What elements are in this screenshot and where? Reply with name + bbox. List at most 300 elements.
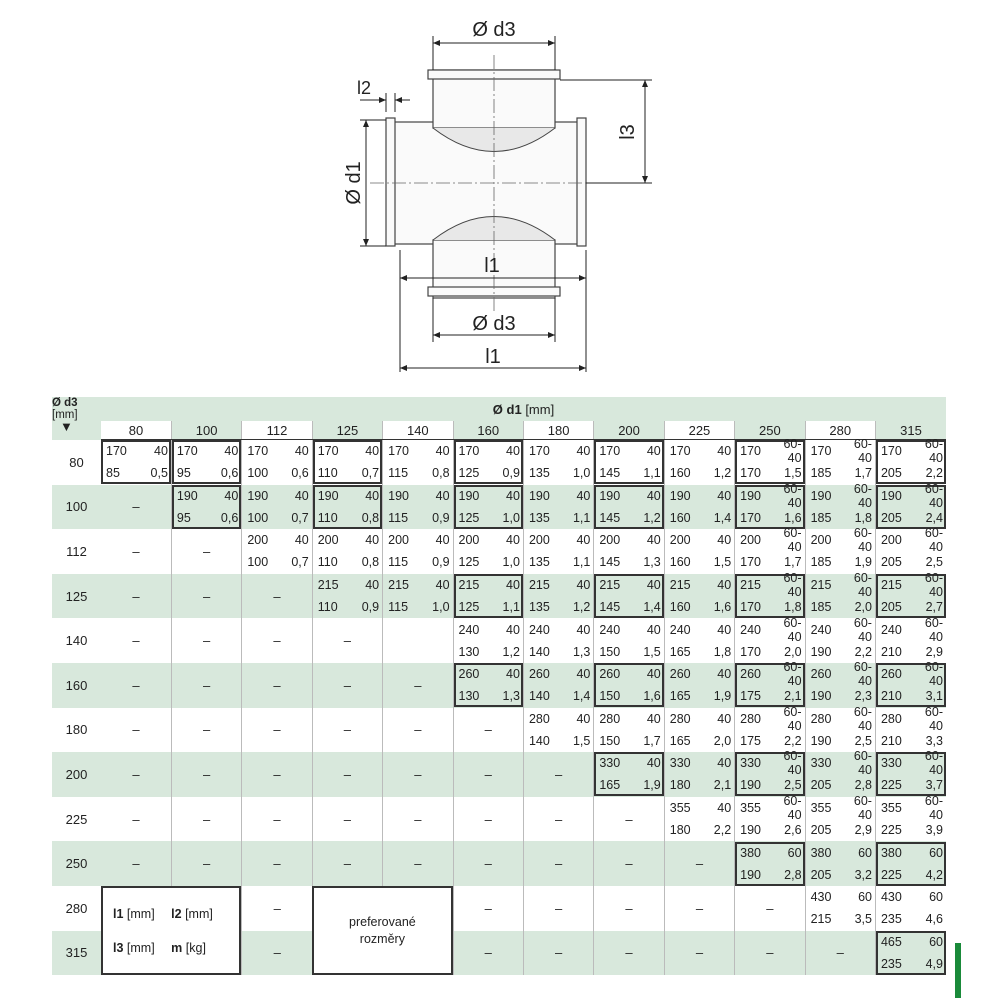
cell-values xyxy=(665,440,734,484)
mass-value: 1,5 xyxy=(784,466,802,481)
cell-values xyxy=(806,481,875,529)
l3-value: 115 xyxy=(388,600,409,615)
l3-value: 180 xyxy=(669,823,691,838)
l2-value: 40 xyxy=(506,578,520,593)
mass-value: 0,7 xyxy=(291,555,309,570)
l2-value: 60-40 xyxy=(853,660,872,689)
l1-value: 200 xyxy=(317,533,339,548)
l3-value: 160 xyxy=(669,600,691,615)
l3-value: 115 xyxy=(388,510,409,525)
cell-values xyxy=(594,663,663,707)
table-cell xyxy=(453,529,523,574)
l1-value: 280 xyxy=(740,711,762,726)
cell-values xyxy=(454,529,523,573)
empty-cell: – xyxy=(594,886,664,931)
mass-value: 1,3 xyxy=(502,689,520,704)
arrow-down-icon: ▼ xyxy=(60,419,73,434)
table-cell xyxy=(875,660,946,708)
table-cell xyxy=(594,708,664,753)
l3-value: 110 xyxy=(317,555,338,570)
l3-value: 205 xyxy=(880,466,902,481)
l1-value: 170 xyxy=(669,444,691,459)
l3-value: 185 xyxy=(810,555,832,570)
l2-value: 40 xyxy=(224,488,239,503)
row-header-d3: 315 xyxy=(52,931,101,976)
table-cell xyxy=(875,841,946,886)
empty-cell: – xyxy=(453,931,523,976)
table-header-d1 xyxy=(52,397,946,421)
l2-value: 40 xyxy=(154,444,168,459)
mass-value: 2,0 xyxy=(784,644,802,659)
table-cell xyxy=(664,440,734,485)
cell-values xyxy=(594,619,663,663)
l1-value: 200 xyxy=(458,533,480,548)
l1-value: 190 xyxy=(176,488,198,503)
l2-value: 40 xyxy=(506,444,520,459)
table-cell xyxy=(664,752,734,797)
l2-value: 60 xyxy=(929,934,943,949)
l3-value: 190 xyxy=(740,778,762,793)
mass-value: 4,9 xyxy=(925,956,943,971)
mass-value: 3,1 xyxy=(925,689,943,704)
l3-value: 205 xyxy=(880,555,902,570)
mass-value: 2,5 xyxy=(784,778,802,793)
l2-value: 40 xyxy=(717,533,732,548)
mass-value: 0,9 xyxy=(432,510,450,525)
mass-value: 1,4 xyxy=(713,510,732,525)
empty-cell: – xyxy=(453,797,523,842)
l1-value: 330 xyxy=(810,756,832,771)
l1-value: 190 xyxy=(880,488,902,503)
empty-cell: – xyxy=(312,752,382,797)
mass-value: 1,6 xyxy=(713,600,732,615)
cell-values xyxy=(101,440,171,484)
mass-value: 2,2 xyxy=(854,644,872,659)
l3-value: 115 xyxy=(388,555,409,570)
table-cell xyxy=(453,485,523,530)
l2-value: 60-40 xyxy=(783,437,802,466)
table-cell xyxy=(594,529,664,574)
table-cell xyxy=(664,618,734,663)
l2-value: 40 xyxy=(435,578,450,593)
mass-value: 0,9 xyxy=(432,555,450,570)
l1-value: 215 xyxy=(458,578,480,593)
l3-value: 125 xyxy=(458,510,480,525)
l2-value: 60-40 xyxy=(924,704,943,733)
d1-header-label: Ø d1 xyxy=(492,401,522,417)
l1-value: 200 xyxy=(247,533,269,548)
cell-values xyxy=(594,529,663,573)
l3-value: 145 xyxy=(599,600,621,615)
mass-value: 1,5 xyxy=(572,733,591,748)
mass-value: 0,6 xyxy=(220,466,239,481)
cell-values xyxy=(313,529,382,573)
cell-values xyxy=(665,708,734,752)
mass-value: 3,9 xyxy=(925,823,943,838)
empty-cell: – xyxy=(664,886,734,931)
l3-value: 145 xyxy=(599,510,621,525)
l3-value: 145 xyxy=(599,466,621,481)
l1-value: 355 xyxy=(810,801,832,816)
l3-value: 185 xyxy=(810,466,832,481)
l1-value: 280 xyxy=(599,711,621,726)
table-cell xyxy=(875,481,946,530)
l2-value: 60-40 xyxy=(853,571,872,600)
table-cell xyxy=(594,618,664,663)
l2-value: 40 xyxy=(717,667,732,682)
empty-cell: – xyxy=(171,574,241,619)
l1-value: 170 xyxy=(599,444,621,459)
table-cell xyxy=(735,481,805,530)
l3-value: 170 xyxy=(740,555,762,570)
l2-value: 60-40 xyxy=(853,526,872,555)
cell-values xyxy=(454,663,523,707)
l3-value: 170 xyxy=(740,466,762,481)
empty-cell: – xyxy=(171,663,241,708)
l1-value: 170 xyxy=(317,444,339,459)
table-cell xyxy=(312,574,382,619)
l1-value: 215 xyxy=(669,578,691,593)
cell-values xyxy=(524,619,593,663)
l1-value: 190 xyxy=(388,488,409,503)
l2-value: 60-40 xyxy=(924,749,943,778)
l3-value: 165 xyxy=(599,778,621,793)
empty-cell: – xyxy=(312,663,382,708)
legend-item xyxy=(113,941,171,955)
label-l1-inner: l1 xyxy=(484,255,500,277)
mass-value: 1,4 xyxy=(572,689,591,704)
legend-key: m xyxy=(171,940,183,955)
l1-value: 200 xyxy=(388,533,409,548)
cell-values xyxy=(454,440,523,484)
legend-box xyxy=(101,886,242,975)
empty-cell: – xyxy=(171,841,241,886)
row-header-d3: 80 xyxy=(52,440,101,485)
l1-value: 170 xyxy=(176,444,198,459)
l3-value: 190 xyxy=(810,644,832,659)
l3-value: 140 xyxy=(528,689,550,704)
l2-value: 40 xyxy=(717,622,732,637)
cell-values xyxy=(876,886,946,930)
l2-value: 60-40 xyxy=(783,481,802,510)
l3-value: 150 xyxy=(599,733,621,748)
d3-header-unit: [mm] xyxy=(52,409,78,421)
mass-value: 1,6 xyxy=(643,689,661,704)
l1-value: 170 xyxy=(247,444,269,459)
l1-value: 190 xyxy=(740,488,762,503)
empty-cell: – xyxy=(242,663,312,708)
l2-value: 60-40 xyxy=(853,704,872,733)
mass-value: 1,0 xyxy=(572,466,591,481)
table-cell xyxy=(383,574,453,619)
mass-value: 2,2 xyxy=(713,823,732,838)
column-header: 140 xyxy=(383,421,453,440)
l2-value: 60-40 xyxy=(783,660,802,689)
l2-value: 40 xyxy=(646,622,661,637)
table-cell xyxy=(383,440,453,485)
mass-value: 2,9 xyxy=(854,823,872,838)
l1-value: 240 xyxy=(740,622,762,637)
table-cell xyxy=(453,574,523,619)
cell-values xyxy=(524,663,593,707)
empty-cell: – xyxy=(383,708,453,753)
cell-values xyxy=(806,615,875,663)
cell-values xyxy=(665,619,734,663)
l2-value: 60 xyxy=(858,890,872,905)
l1-value: 215 xyxy=(599,578,621,593)
legend-key: l3 xyxy=(113,940,124,955)
empty-cell: – xyxy=(101,485,171,530)
l2-value: 60-40 xyxy=(783,749,802,778)
l3-value: 235 xyxy=(880,912,902,927)
cell-values xyxy=(594,440,663,484)
label-l1-outer: l1 xyxy=(485,346,501,368)
table-row xyxy=(52,440,946,485)
legend-unit: [mm] xyxy=(126,906,155,921)
table-cell xyxy=(171,485,241,530)
l3-value: 150 xyxy=(599,689,621,704)
cell-values xyxy=(172,440,241,484)
l3-value: 95 xyxy=(176,510,191,525)
table-row xyxy=(52,841,946,886)
l1-value: 380 xyxy=(740,845,762,860)
cell-values xyxy=(876,931,946,975)
l1-value: 260 xyxy=(669,667,691,682)
table-cell xyxy=(664,708,734,753)
l2-value: 40 xyxy=(506,667,520,682)
empty-cell: – xyxy=(805,931,875,976)
l2-value: 60 xyxy=(787,845,802,860)
table-cell xyxy=(312,529,382,574)
table-cell xyxy=(453,663,523,708)
empty-cell: – xyxy=(242,841,312,886)
cell-values xyxy=(454,574,523,618)
l3-value: 135 xyxy=(528,510,550,525)
cell-values xyxy=(876,615,946,663)
mass-value: 1,0 xyxy=(502,510,520,525)
mass-value: 1,1 xyxy=(572,510,591,525)
l1-value: 215 xyxy=(740,578,762,593)
l1-value: 170 xyxy=(880,444,902,459)
table-cell xyxy=(875,437,946,485)
l1-value: 215 xyxy=(317,578,339,593)
mass-value: 1,1 xyxy=(572,555,591,570)
table-cell xyxy=(805,526,875,574)
row-header-d3: 200 xyxy=(52,752,101,797)
cell-values xyxy=(665,797,734,841)
mass-value: 1,7 xyxy=(854,466,872,481)
table-cell xyxy=(805,886,875,931)
l3-value: 140 xyxy=(528,733,550,748)
legend-item xyxy=(171,941,229,955)
mass-value: 3,2 xyxy=(854,867,872,882)
mass-value: 3,3 xyxy=(925,733,943,748)
l2-value: 40 xyxy=(717,756,732,771)
cell-values xyxy=(806,749,875,796)
l2-value: 60-40 xyxy=(853,481,872,510)
l2-value: 60-40 xyxy=(924,794,943,823)
l1-value: 240 xyxy=(669,622,691,637)
l2-value: 40 xyxy=(576,488,591,503)
table-cell xyxy=(735,615,805,663)
empty-cell: – xyxy=(242,797,312,842)
label-l3: l3 xyxy=(617,124,639,140)
row-header-d3: 160 xyxy=(52,663,101,708)
empty-cell: – xyxy=(523,797,593,842)
l2-value: 40 xyxy=(717,801,732,816)
cell-values xyxy=(735,571,804,618)
table-cell xyxy=(242,440,312,485)
l3-value: 165 xyxy=(669,689,691,704)
mass-value: 4,2 xyxy=(925,867,943,882)
cell-values xyxy=(876,842,946,886)
cell-values xyxy=(735,615,804,663)
mass-value: 2,7 xyxy=(925,600,943,615)
l2-value: 60-40 xyxy=(783,571,802,600)
l1-value: 200 xyxy=(528,533,550,548)
cell-values xyxy=(242,529,311,573)
table-cell xyxy=(805,437,875,485)
l1-value: 170 xyxy=(810,444,832,459)
l2-value: 60-40 xyxy=(783,526,802,555)
l1-value: 170 xyxy=(740,444,762,459)
table-cell xyxy=(523,440,593,485)
table-cell xyxy=(875,794,946,842)
cell-values xyxy=(806,526,875,573)
cell-values xyxy=(735,794,804,841)
mass-value: 0,9 xyxy=(502,466,520,481)
column-header: 125 xyxy=(312,421,382,440)
table-cell xyxy=(664,574,734,619)
table-cell xyxy=(664,797,734,842)
l2-value: 40 xyxy=(576,444,591,459)
empty-cell: – xyxy=(242,574,312,619)
l3-value: 95 xyxy=(176,466,191,481)
mass-value: 1,9 xyxy=(643,778,661,793)
cell-values xyxy=(665,574,734,618)
l2-value: 40 xyxy=(646,533,661,548)
mass-value: 3,7 xyxy=(925,778,943,793)
l3-value: 165 xyxy=(669,733,691,748)
empty-cell: – xyxy=(383,841,453,886)
legend-key: l2 xyxy=(171,906,182,921)
l1-value: 260 xyxy=(528,667,550,682)
cell-values xyxy=(383,529,452,573)
cell-values xyxy=(665,529,734,573)
l2-value: 40 xyxy=(646,667,661,682)
empty-cell: – xyxy=(312,797,382,842)
empty-cell: – xyxy=(171,708,241,753)
l1-value: 215 xyxy=(810,578,832,593)
cell-values xyxy=(806,794,875,841)
l3-value: 85 xyxy=(106,466,120,481)
l1-value: 280 xyxy=(810,711,832,726)
l1-value: 190 xyxy=(810,488,832,503)
mass-value: 1,2 xyxy=(502,644,520,659)
l2-value: 60-40 xyxy=(853,615,872,644)
l3-value: 210 xyxy=(880,689,902,704)
empty-cell: – xyxy=(453,841,523,886)
empty-cell: – xyxy=(664,841,734,886)
row-header-d3: 280 xyxy=(52,886,101,931)
l2-value: 60-40 xyxy=(783,615,802,644)
row-header-d3: 250 xyxy=(52,841,101,886)
table-cell xyxy=(735,749,805,797)
row-header-d3: 112 xyxy=(52,529,101,574)
cell-values xyxy=(735,749,804,796)
l1-value: 170 xyxy=(106,444,127,459)
mass-value: 0,9 xyxy=(361,600,380,615)
table-cell xyxy=(735,794,805,842)
table-row xyxy=(52,663,946,708)
cell-values xyxy=(172,485,241,529)
mass-value: 1,2 xyxy=(713,466,732,481)
cell-values xyxy=(313,574,382,618)
mass-value: 2,1 xyxy=(713,778,732,793)
cell-values xyxy=(665,663,734,707)
mass-value: 1,8 xyxy=(854,510,872,525)
mass-value: 1,2 xyxy=(643,510,661,525)
mass-value: 1,2 xyxy=(572,600,591,615)
l3-value: 145 xyxy=(599,555,621,570)
l3-value: 150 xyxy=(599,644,621,659)
cell-values xyxy=(876,437,946,484)
l2-value: 40 xyxy=(646,488,661,503)
table-cell xyxy=(523,485,593,530)
l2-value: 60 xyxy=(858,845,872,860)
empty-cell: – xyxy=(101,529,171,574)
l1-value: 170 xyxy=(388,444,409,459)
table-cell xyxy=(523,618,593,663)
l3-value: 100 xyxy=(247,510,269,525)
row-header-d3: 180 xyxy=(52,708,101,753)
l1-value: 240 xyxy=(880,622,902,637)
legend-grid xyxy=(101,907,241,955)
table-cell xyxy=(664,663,734,708)
l2-value: 40 xyxy=(576,533,591,548)
row-header-d3: 100 xyxy=(52,485,101,530)
table-cell xyxy=(875,704,946,753)
l2-value: 40 xyxy=(576,667,591,682)
cell-values xyxy=(454,485,523,529)
table-cell xyxy=(594,752,664,797)
table-cell xyxy=(383,485,453,530)
column-header: 180 xyxy=(523,421,593,440)
mass-value: 1,5 xyxy=(713,555,732,570)
empty-cell xyxy=(383,618,453,663)
table-cell xyxy=(242,529,312,574)
l3-value: 165 xyxy=(669,644,691,659)
table-cell xyxy=(875,526,946,574)
cell-values xyxy=(876,526,946,573)
cell-values xyxy=(735,704,804,752)
mass-value: 0,6 xyxy=(291,466,309,481)
l3-value: 125 xyxy=(458,555,480,570)
table-cell xyxy=(875,615,946,663)
cell-values xyxy=(806,660,875,707)
empty-cell: – xyxy=(664,931,734,976)
l3-value: 160 xyxy=(669,466,691,481)
table-row xyxy=(52,886,946,931)
table-cell xyxy=(805,704,875,753)
d3-header-cell xyxy=(52,397,101,440)
l1-value: 170 xyxy=(528,444,550,459)
l1-value: 355 xyxy=(669,801,691,816)
mass-value: 1,6 xyxy=(784,510,802,525)
mass-value: 0,7 xyxy=(361,466,380,481)
empty-cell: – xyxy=(171,529,241,574)
mass-value: 1,9 xyxy=(713,689,732,704)
